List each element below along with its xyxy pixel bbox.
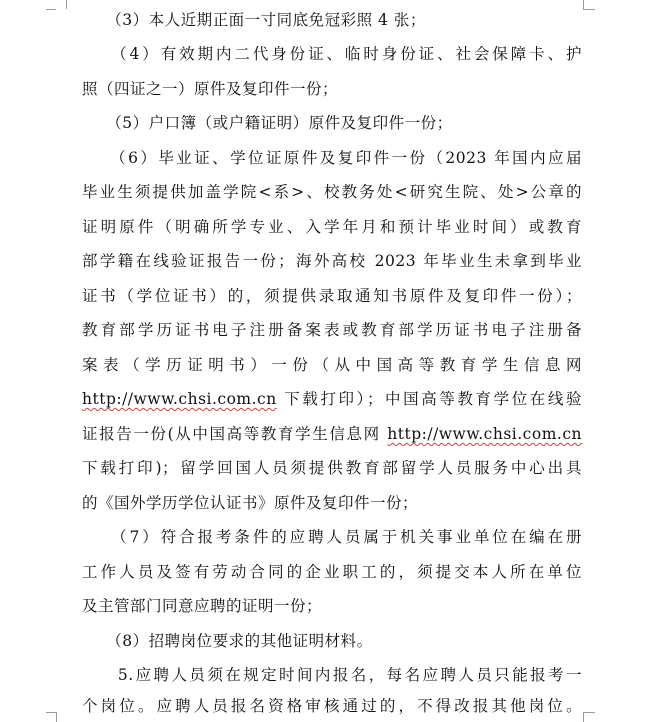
crop-mark-bottom-right [583, 712, 584, 722]
text-line-with-link [82, 387, 582, 411]
text-line: 部学籍在线验证报告一份；海外高校 2023 年毕业生未拿到毕业 [82, 252, 582, 270]
text-line: （4）有效期内二代身份证、临时身份证、社会保障卡、护 [82, 45, 582, 63]
crop-mark-top-right-h [583, 9, 595, 10]
chsi-link[interactable]: http://www.chsi.com.cn [82, 390, 277, 408]
text-line: 教育部学历证书电子注册备案表或教育部学历证书电子注册备 [82, 321, 582, 339]
text-line: 案表（学历证明书）一份（从中国高等教育学生信息网 [82, 356, 582, 374]
text-line: 毕业生须提供加盖学院<系>、校教务处<研究生院、处>公章的 [82, 183, 582, 201]
crop-mark-bottom-right-h [583, 712, 595, 713]
text-line: 下载打印)；留学回国人员须提供教育部留学人员服务中心出具 [82, 459, 582, 477]
text-line-with-link [82, 422, 582, 446]
crop-mark-bottom-left [56, 712, 57, 722]
text-line: 的《国外学历学位认证书》原件及复印件一份； [82, 494, 419, 512]
text-line: （7）符合报考条件的应聘人员属于机关事业单位在编在册 [82, 528, 582, 546]
crop-mark-top-left-h [46, 9, 56, 10]
crop-mark-top-left [56, 0, 67, 9]
text-line: （6）毕业证、学位证原件及复印件一份（2023 年国内应届 [82, 149, 582, 167]
text-line: （8）招聘岗位要求的其他证明材料。 [82, 632, 373, 650]
text-segment: 证报告一份(从中国高等教育学生信息网 [82, 425, 388, 443]
text-line: （3）本人近期正面一寸同底免冠彩照 4 张； [82, 11, 426, 29]
crop-mark-bottom-left-h [46, 712, 56, 713]
text-line: 个岗位。应聘人员报名资格审核通过的，不得改报其他岗位。 [82, 697, 582, 715]
text-segment: 下载打印）；中国高等教育学位在线验 [276, 390, 582, 408]
text-line: 证书（学位证书）的，须提供录取通知书原件及复印件一份）； [82, 287, 582, 305]
text-line: 5.应聘人员须在规定时间内报名，每名应聘人员只能报考一 [82, 666, 582, 684]
chsi-link[interactable]: http://www.chsi.com.cn [387, 425, 582, 443]
text-line: 工作人员及签有劳动合同的企业职工的，须提交本人所在单位 [82, 563, 582, 581]
text-line: 及主管部门同意应聘的证明一份； [82, 597, 323, 615]
crop-mark-top-right [583, 0, 584, 9]
text-line: （5）户口簿（或户籍证明）原件及复印件一份； [82, 114, 453, 132]
text-line: 证明原件（明确所学专业、入学年月和预计毕业时间）或教育 [82, 218, 582, 236]
text-line: 照（四证之一）原件及复印件一份； [82, 80, 339, 98]
